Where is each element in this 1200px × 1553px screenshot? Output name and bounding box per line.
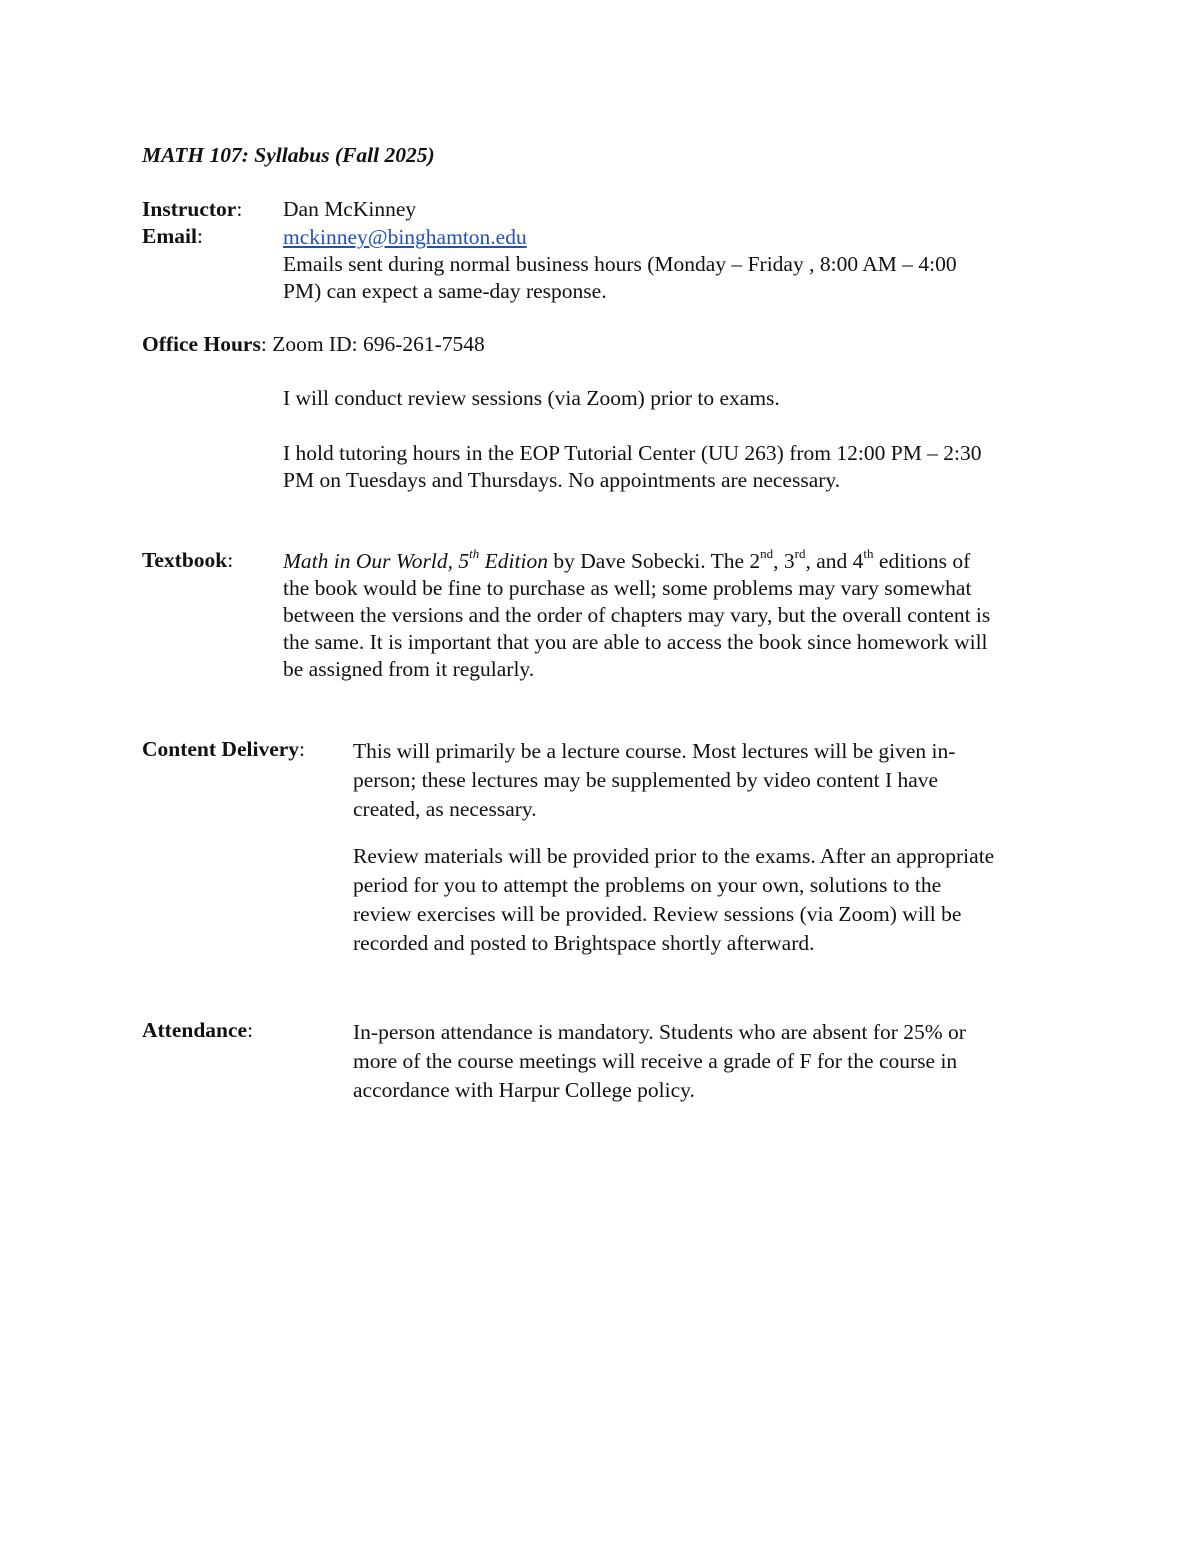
tutoring-line-1: I hold tutoring hours in the EOP Tutorial Center (UU 263) from 12:00 PM – 2:30 (283, 441, 982, 465)
content-delivery-label: Content Delivery (142, 737, 300, 761)
content-delivery-paragraph-1 (353, 737, 1073, 824)
attendance-label-row (142, 1018, 253, 1043)
content-delivery-p2-line-3: review exercises will be provided. Review sessions (via Zoom) will be (353, 902, 962, 926)
attendance-colon: : (247, 1018, 254, 1042)
textbook-title: Math in Our World, 5th Edition (283, 545, 548, 573)
textbook-colon: : (227, 548, 234, 572)
attendance-paragraph (353, 1018, 1073, 1105)
office-hours-row (142, 332, 485, 357)
attendance-label: Attendance (142, 1018, 248, 1042)
instructor-label-row (142, 197, 242, 222)
email-note-line-2: PM) can expect a same-day response. (283, 279, 607, 303)
office-hours-label: Office Hours (142, 332, 261, 356)
content-delivery-p1-line-2: person; these lectures may be supplemented by video content I have (353, 768, 939, 792)
email-label-row (142, 224, 203, 249)
content-delivery-p2-line-4: recorded and posted to Brightspace shortly afterward. (353, 931, 815, 955)
textbook-label-row (142, 548, 233, 573)
email-colon: : (196, 224, 203, 248)
textbook-line-3: between the versions and the order of chapters may vary, but the overall content is (283, 603, 991, 627)
textbook-line-1: Math in Our World, 5th Edition by Dave Sobecki. The 2nd, 3rd, and 4th editions of (283, 545, 971, 573)
textbook-line-4: the same. It is important that you are able to access the book since homework will (283, 630, 988, 654)
content-delivery-label-row (142, 737, 305, 762)
office-hours-tutoring (283, 440, 1083, 494)
content-delivery-p2-line-1: Review materials will be provided prior to the exams. After an appropriate (353, 844, 995, 868)
instructor-name: Dan McKinney (283, 197, 417, 221)
email-label: Email (142, 224, 197, 248)
content-delivery-paragraph-2 (353, 842, 1073, 958)
instructor-colon: : (236, 197, 243, 221)
textbook-block (283, 545, 1083, 683)
content-delivery-p2-line-2: period for you to attempt the problems on your own, solutions to the (353, 873, 942, 897)
textbook-line-5: be assigned from it regularly. (283, 657, 535, 681)
attendance-line-1: In-person attendance is mandatory. Students who are absent for 25% or (353, 1020, 966, 1044)
attendance-line-2: more of the course meetings will receive a grade of F for the course in (353, 1049, 958, 1073)
content-delivery-p1-line-1: This will primarily be a lecture course. Most lectures will be given in- (353, 739, 956, 763)
tutoring-line-2: PM on Tuesdays and Thursdays. No appointments are necessary. (283, 468, 841, 492)
office-hours-zoom: Zoom ID: 696-261-7548 (272, 332, 485, 356)
textbook-label: Textbook (142, 548, 228, 572)
email-block (283, 224, 1063, 305)
email-note-line-1: Emails sent during normal business hours (Monday – Friday , 8:00 AM – 4:00 (283, 252, 957, 276)
instructor-label: Instructor (142, 197, 237, 221)
office-hours-colon: : (260, 332, 267, 356)
content-delivery-p1-line-3: created, as necessary. (353, 797, 537, 821)
content-delivery-colon: : (299, 737, 306, 761)
textbook-line-2: the book would be fine to purchase as well; some problems may vary somewhat (283, 576, 972, 600)
email-link[interactable]: mckinney@binghamton.edu (283, 225, 527, 249)
office-hours-review: I will conduct review sessions (via Zoom) prior to exams. (283, 386, 780, 410)
attendance-line-3: accordance with Harpur College policy. (353, 1078, 695, 1102)
document-title: MATH 107: Syllabus (Fall 2025) (142, 143, 435, 167)
